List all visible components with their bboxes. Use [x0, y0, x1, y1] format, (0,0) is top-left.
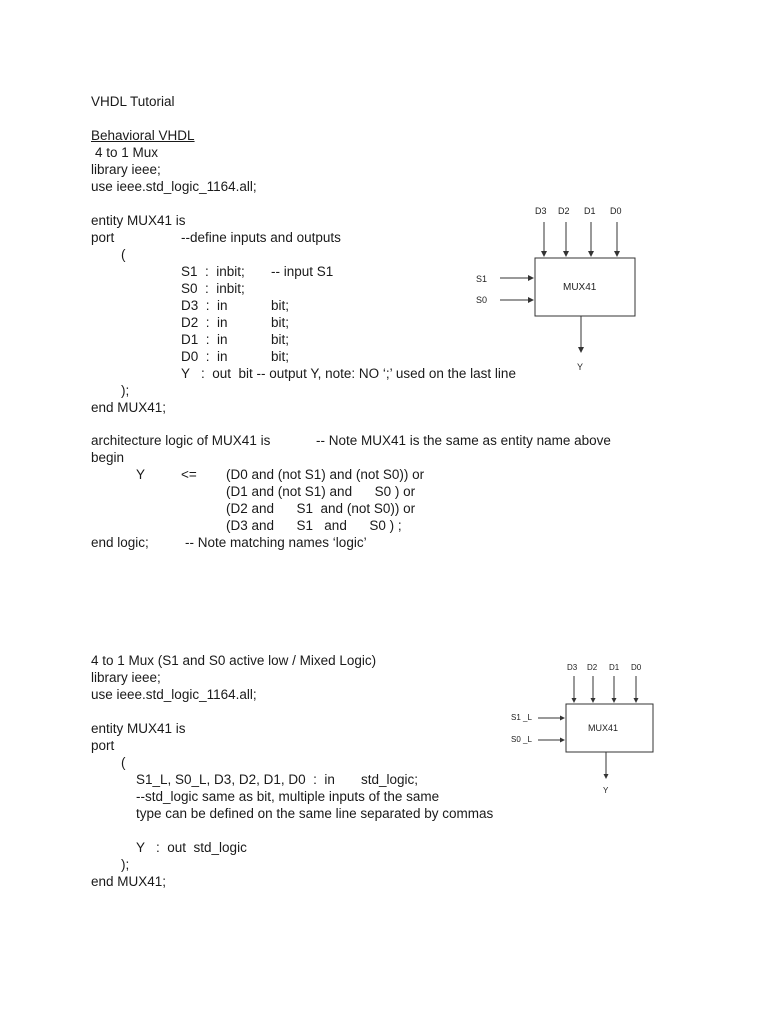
code-comment: -- input S1 [271, 264, 334, 279]
code-line: std_logic; [361, 772, 419, 787]
code-line: bit; [271, 349, 290, 364]
code-line: library ieee; [91, 670, 161, 685]
mux41-diagram-svg [455, 198, 663, 378]
code-line: ( [121, 755, 126, 770]
input-label-s1-l: S1 _L [511, 713, 532, 722]
code-line: end MUX41; [91, 874, 167, 889]
mux-block-label: MUX41 [563, 282, 597, 293]
section-heading-behavioral: Behavioral VHDL [91, 128, 195, 143]
code-line: bit; [271, 315, 290, 330]
code-line: S1_L, S0_L, D3, D2, D1, D0 : in [136, 772, 335, 787]
code-line: entity MUX41 is [91, 213, 186, 228]
code-line: Y : out bit -- output Y, note: NO ‘;’ used on the last line [181, 366, 516, 381]
code-line: S1 : inbit; [181, 264, 245, 279]
code-line: D3 : in [181, 298, 228, 313]
code-line: begin [91, 450, 125, 465]
code-line: Y [136, 467, 146, 482]
input-label-d0: D0 [631, 663, 642, 672]
input-label-s1: S1 [476, 274, 488, 284]
section-heading-mixed-logic: 4 to 1 Mux (S1 and S0 active low / Mixed Logic) [91, 653, 377, 668]
code-line: use ieee.std_logic_1164.all; [91, 687, 257, 702]
input-label-d2: D2 [558, 206, 570, 216]
code-line: (D3 and S1 and S0 ) ; [226, 518, 402, 533]
code-comment: -- Note matching names ‘logic’ [185, 535, 367, 550]
code-line: entity MUX41 is [91, 721, 186, 736]
code-line: library ieee; [91, 162, 161, 177]
mux41-active-low-diagram [498, 656, 678, 806]
code-line: bit; [271, 332, 290, 347]
input-label-d1: D1 [584, 206, 596, 216]
code-line: ); [121, 383, 130, 398]
input-label-s0-l: S0 _L [511, 735, 532, 744]
code-line: end MUX41; [91, 400, 167, 415]
code-line: (D2 and S1 and (not S0)) or [226, 501, 416, 516]
output-label-y: Y [577, 362, 584, 372]
code-line: D2 : in [181, 315, 228, 330]
code-line: end logic; [91, 535, 149, 550]
code-comment: --define inputs and outputs [181, 230, 341, 245]
code-comment: type can be defined on the same line separated by commas [136, 806, 494, 821]
code-comment: --std_logic same as bit, multiple inputs of the same [136, 789, 440, 804]
code-line: port [91, 230, 115, 245]
input-label-s0: S0 [476, 295, 488, 305]
mux41-diagram [455, 198, 663, 378]
code-line: port [91, 738, 115, 753]
input-label-d1: D1 [609, 663, 620, 672]
code-line: D0 : in [181, 349, 228, 364]
code-line: bit; [271, 298, 290, 313]
input-label-d3: D3 [567, 663, 578, 672]
code-line: ); [121, 857, 130, 872]
code-line: <= [181, 467, 197, 482]
input-label-d3: D3 [535, 206, 547, 216]
code-line: (D1 and (not S1) and S0 ) or [226, 484, 416, 499]
code-line: ( [121, 247, 126, 262]
section-subheading: 4 to 1 Mux [95, 145, 159, 160]
code-line: Y : out std_logic [136, 840, 247, 855]
mux41-active-low-diagram-svg [498, 656, 678, 806]
document-title: VHDL Tutorial [91, 94, 175, 109]
code-line: (D0 and (not S1) and (not S0)) or [226, 467, 425, 482]
mux-block-label: MUX41 [588, 723, 619, 733]
code-line: S0 : inbit; [181, 281, 245, 296]
input-label-d0: D0 [610, 206, 622, 216]
code-comment: -- Note MUX41 is the same as entity name above [316, 433, 611, 448]
input-label-d2: D2 [587, 663, 598, 672]
code-line: architecture logic of MUX41 is [91, 433, 271, 448]
code-line: use ieee.std_logic_1164.all; [91, 179, 257, 194]
output-label-y: Y [603, 786, 609, 795]
code-line: D1 : in [181, 332, 228, 347]
